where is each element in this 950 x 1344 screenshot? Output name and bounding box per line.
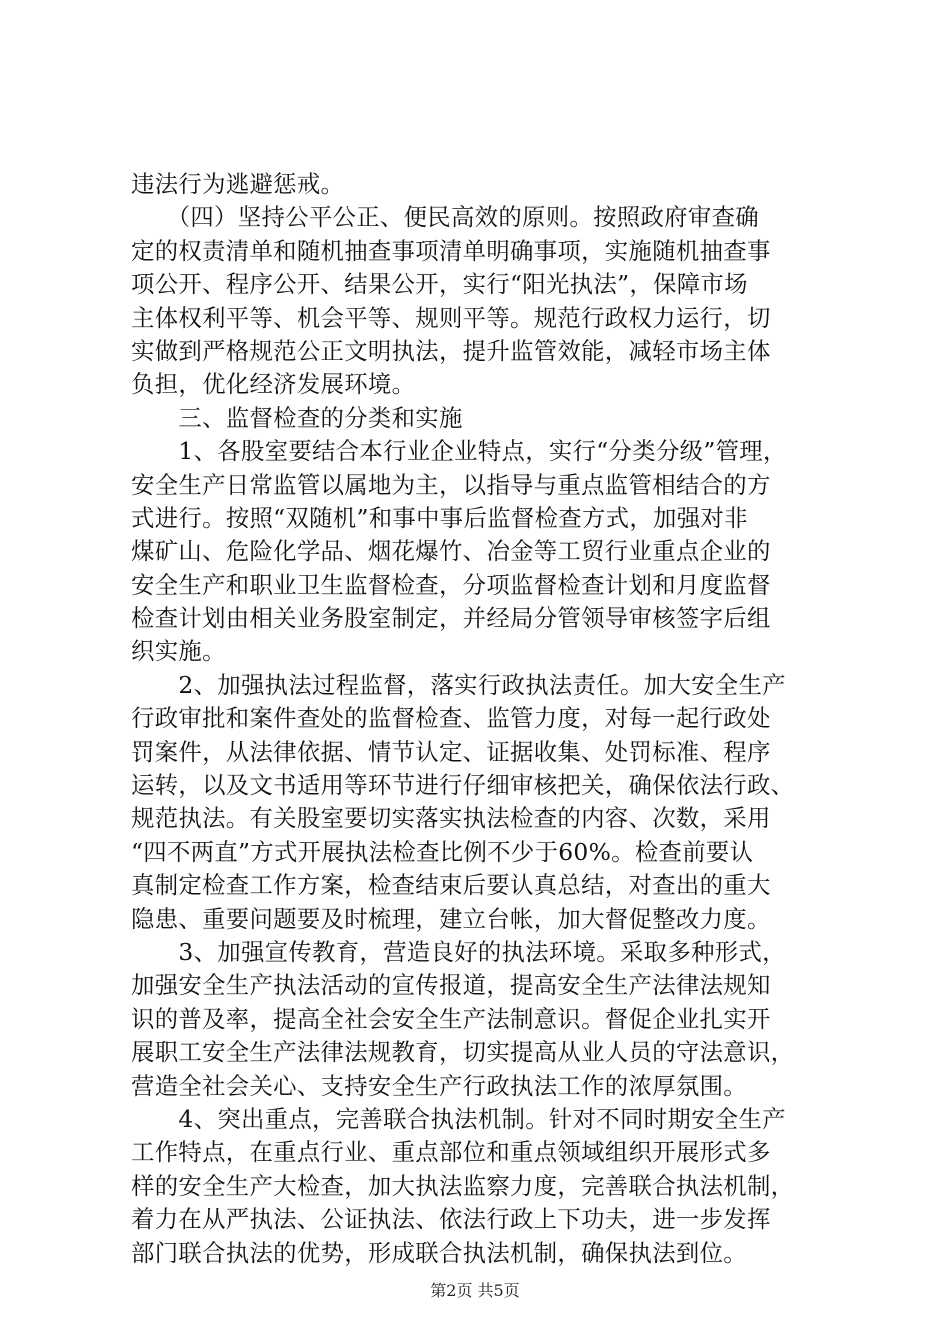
text-line: 式进行。按照“双随机”和事中事后监督检查方式，加强对非 <box>131 503 748 532</box>
text-line: 检查计划由相关业务股室制定，并经局分管领导审核签字后组 <box>131 604 771 633</box>
text-line: 样的安全生产大检查，加大执法监察力度，完善联合执法机制， <box>131 1171 795 1200</box>
text-line: 违法行为逃避惩戒。 <box>131 170 345 198</box>
text-line: 部门联合执法的优势，形成联合执法机制，确保执法到位。 <box>131 1238 747 1267</box>
text-line: 4、突出重点，完善联合执法机制。针对不同时期安全生产 <box>131 1104 786 1133</box>
text-line: 真制定检查工作方案，检查结束后要认真总结，对查出的重大 <box>131 871 771 900</box>
text-line: （四）坚持公平公正、便民高效的原则。按照政府审查确 <box>131 203 759 232</box>
text-line: 项公开、程序公开、结果公开，实行“阳光执法”，保障市场 <box>131 270 748 299</box>
text-line: 安全生产日常监管以属地为主，以指导与重点监管相结合的方 <box>131 470 771 499</box>
text-line: 安全生产和职业卫生监督检查，分项监督检查计划和月度监督 <box>131 570 771 599</box>
text-line: 运转，以及文书适用等环节进行仔细审核把关，确保依法行政、 <box>131 771 795 800</box>
text-line: 罚案件，从法律依据、情节认定、证据收集、处罚标准、程序 <box>131 737 771 766</box>
text-line: 行政审批和案件查处的监督检查、监管力度，对每一起行政处 <box>131 704 771 733</box>
text-line: 1、各股室要结合本行业企业特点，实行“分类分级”管理， <box>131 437 787 466</box>
page-number-footer: 第2页 共5页 <box>430 1281 520 1300</box>
text-line: 着力在从严执法、公证执法、依法行政上下功夫，进一步发挥 <box>131 1205 771 1234</box>
text-line: 实做到严格规范公正文明执法，提升监管效能，减轻市场主体 <box>131 336 771 365</box>
text-line: 营造全社会关心、支持安全生产行政执法工作的浓厚氛围。 <box>131 1071 747 1100</box>
text-line: 定的权责清单和随机抽查事项清单明确事项，实施随机抽查事 <box>131 236 771 265</box>
text-line: 织实施。 <box>131 637 226 666</box>
text-line: 规范执法。有关股室要切实落实执法检查的内容、次数，采用 <box>131 804 771 833</box>
text-line: 2、加强执法过程监督，落实行政执法责任。加大安全生产 <box>131 670 786 699</box>
text-line: 工作特点，在重点行业、重点部位和重点领域组织开展形式多 <box>131 1138 771 1167</box>
text-line: 主体权利平等、机会平等、规则平等。规范行政权力运行，切 <box>131 303 771 332</box>
text-line: 加强安全生产执法活动的宣传报道，提高安全生产法律法规知 <box>131 971 771 1000</box>
section-heading: 三、监督检查的分类和实施 <box>131 403 463 432</box>
text-line: 煤矿山、危险化学品、烟花爆竹、冶金等工贸行业重点企业的 <box>131 537 771 566</box>
text-line: 识的普及率，提高全社会安全生产法制意识。督促企业扎实开 <box>131 1004 771 1033</box>
text-line: 3、加强宣传教育，营造良好的执法环境。采取多种形式， <box>131 937 786 966</box>
text-line: “四不两直”方式开展执法检查比例不少于60%。检查前要认 <box>131 837 754 866</box>
text-line: 展职工安全生产法律法规教育，切实提高从业人员的守法意识， <box>131 1038 795 1067</box>
text-line: 隐患、重要问题要及时梳理，建立台帐，加大督促整改力度。 <box>131 904 771 933</box>
text-line: 负担，优化经济发展环境。 <box>131 370 416 399</box>
body-text <box>131 168 827 1270</box>
